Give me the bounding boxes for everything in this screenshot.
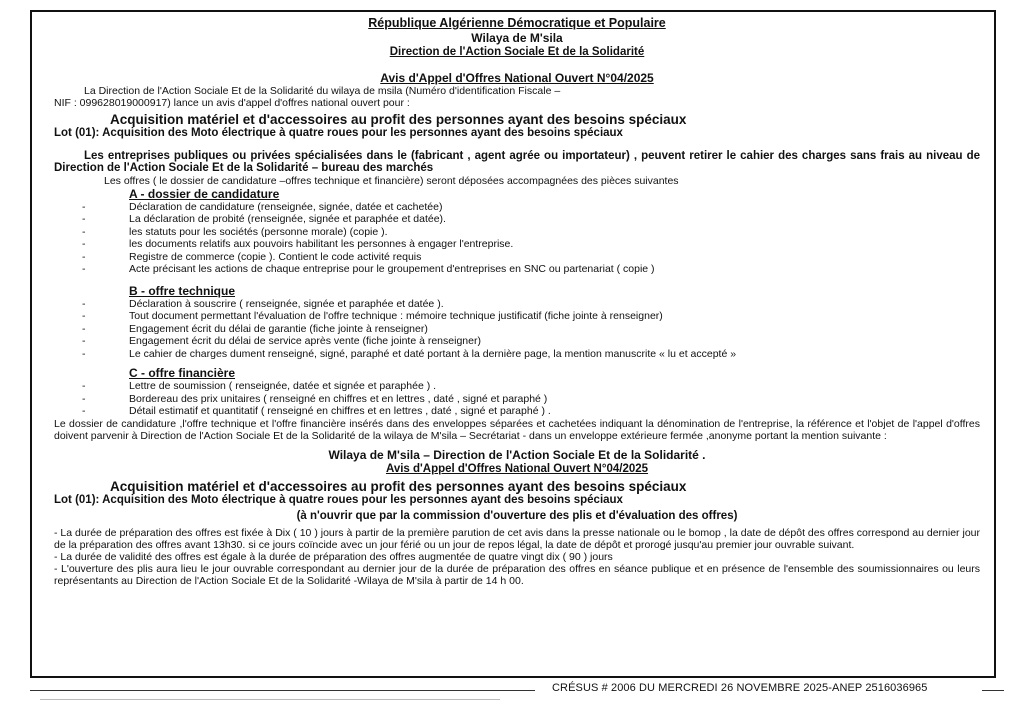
list-item: - les statuts pour les sociétés (personne morale) (copie ). — [54, 226, 980, 239]
envelope-lot: Lot (01): Acquisition des Moto électrique à quatre roues pour les personnes ayant des besoins spéciaux — [54, 493, 623, 506]
list-item: - Registre de commerce (copie ). Contient le code activité requis — [54, 251, 980, 264]
header-wilaya: Wilaya de M'sila — [471, 31, 563, 45]
envelope-note: (à n'ouvrir que par la commission d'ouverture des plis et d'évaluation des offres) — [296, 510, 738, 522]
lot-title: Lot (01): Acquisition des Moto électrique à quatre roues pour les personnes ayant des besoins spéciaux — [54, 127, 623, 139]
list-item: - Déclaration de candidature (renseignée, signée, datée et cachetée) — [54, 201, 980, 214]
list-item: - Le cahier de charges dument renseigné, signé, paraphé et daté portant à la dernière page, la mention manuscrite « lu et accepté » — [54, 348, 980, 361]
section-b-title: B - offre technique — [129, 283, 236, 298]
final-paragraph-2: - La durée de validité des offres est égale à la durée de préparation des offres augmentée de quatre vingt dix ( 90 ) jours — [54, 550, 613, 563]
list-item: - les documents relatifs aux pouvoirs habilitant les personnes à engager l'entreprise. — [54, 238, 980, 251]
intro-line-2: NIF : 099628019000917) lance un avis d'appel d'offres national ouvert pour : — [54, 97, 410, 109]
offres-note: Les offres ( le dossier de candidature –offres technique et financière) seront déposées accompagnées des pièces suivantes — [104, 174, 679, 187]
footer-reference: CRÉSUS # 2006 DU MERCREDI 26 NOVEMBRE 2025-ANEP 2516036965 — [552, 682, 928, 694]
final-paragraph-3: - L'ouverture des plis aura lieu le jour ouvrable correspondant au dernier jour de la durée de préparation des offres en séance publique et en présence de l'ensemble des soumissionnaires ou leurs représentants au Direction de l'Action Sociale Et de la Solidarité -Wilaya de M'sila à partir de 14 h 00. — [54, 562, 980, 587]
dossier-paragraph: Le dossier de candidature ,l'offre technique et l'offre financière insérés dans des enveloppes séparées et cachetées indiquant la dénomination de l'entreprise, la référence et l'objet de l'appel d'offres doivent parvenir à Direction de l'Action Sociale Et de la Solidarité de la wilaya de M'sila – Secrétariat - dans un enveloppe extérieure fermée ,anonyme portant la mention suivante : — [54, 417, 980, 442]
section-c-list — [54, 380, 980, 418]
scan-artifact-line — [40, 699, 500, 700]
list-item: - Engagement écrit du délai de garantie (fiche jointe à renseigner) — [54, 323, 980, 336]
section-a-list — [54, 201, 980, 276]
list-item: - Acte précisant les actions de chaque entreprise pour le groupement d'entreprises en SNC ou partenariat ( copie ) — [54, 263, 980, 276]
footer-rule-right — [982, 690, 1004, 691]
header-direction: Direction de l'Action Sociale Et de la Solidarité — [389, 46, 645, 58]
envelope-objet: Acquisition matériel et d'accessoires au profit des personnes ayant des besoins spéciaux — [110, 478, 687, 494]
list-item: - Bordereau des prix unitaires ( renseigné en chiffres et en lettres , daté , signé et paraphé ) — [54, 393, 980, 406]
list-item: - Détail estimatif et quantitatif ( renseigné en chiffres et en lettres , daté , signé et paraphé ) . — [54, 405, 980, 418]
avis-title: Avis d'Appel d'Offres National Ouvert N°04/2025 — [380, 71, 654, 85]
list-item: - Engagement écrit du délai de service après vente (fiche jointe à renseigner) — [54, 335, 980, 348]
list-item: - Tout document permettant l'évaluation de l'offre technique : mémoire technique justificatif (fiche jointe à renseigner) — [54, 310, 980, 323]
envelope-avis: Avis d'Appel d'Offres National Ouvert N°04/2025 — [385, 462, 649, 475]
list-item: - Lettre de soumission ( renseignée, datée et signée et paraphée ) . — [54, 380, 980, 393]
envelope-line-1: Wilaya de M'sila – Direction de l'Action Sociale Et de la Solidarité . — [328, 447, 706, 462]
header-republic: République Algérienne Démocratique et Populaire — [368, 16, 666, 30]
section-c-title: C - offre financière — [129, 366, 236, 380]
section-b-list — [54, 298, 980, 361]
list-item: - La déclaration de probité (renseignée, signée et paraphée et datée). — [54, 213, 980, 226]
final-paragraph-1: - La durée de préparation des offres est fixée à Dix ( 10 ) jours à partir de la première parution de cet avis dans la presse nationale ou le bomop , la date de dépôt des offres correspond au dernier jour de la préparation des offres avant 13h30. si ce jours coïncide avec un jour férié ou un jour de repos légal, la date de dépôt et prorogé jusqu'au premier jour ouvrable suivant. — [54, 526, 980, 551]
entreprises-paragraph: Les entreprises publiques ou privées spécialisées dans le (fabricant , agent agrée ou importateur) , peuvent retirer le cahier des charges sans frais au niveau de Direction de l'Action Sociale Et de la Solidarité – bureau des marchés — [54, 149, 980, 174]
footer-rule-left — [30, 690, 535, 691]
intro-line-1: La Direction de l'Action Sociale Et de la Solidarité du wilaya de msila (Numéro d'identification Fiscale – — [84, 85, 561, 97]
objet-title: Acquisition matériel et d'accessoires au profit des personnes ayant des besoins spéciaux — [110, 112, 687, 127]
notice-frame — [30, 10, 996, 678]
section-a-title: A - dossier de candidature — [129, 186, 280, 201]
list-item: - Déclaration à souscrire ( renseignée, signée et paraphée et datée ). — [54, 298, 980, 311]
